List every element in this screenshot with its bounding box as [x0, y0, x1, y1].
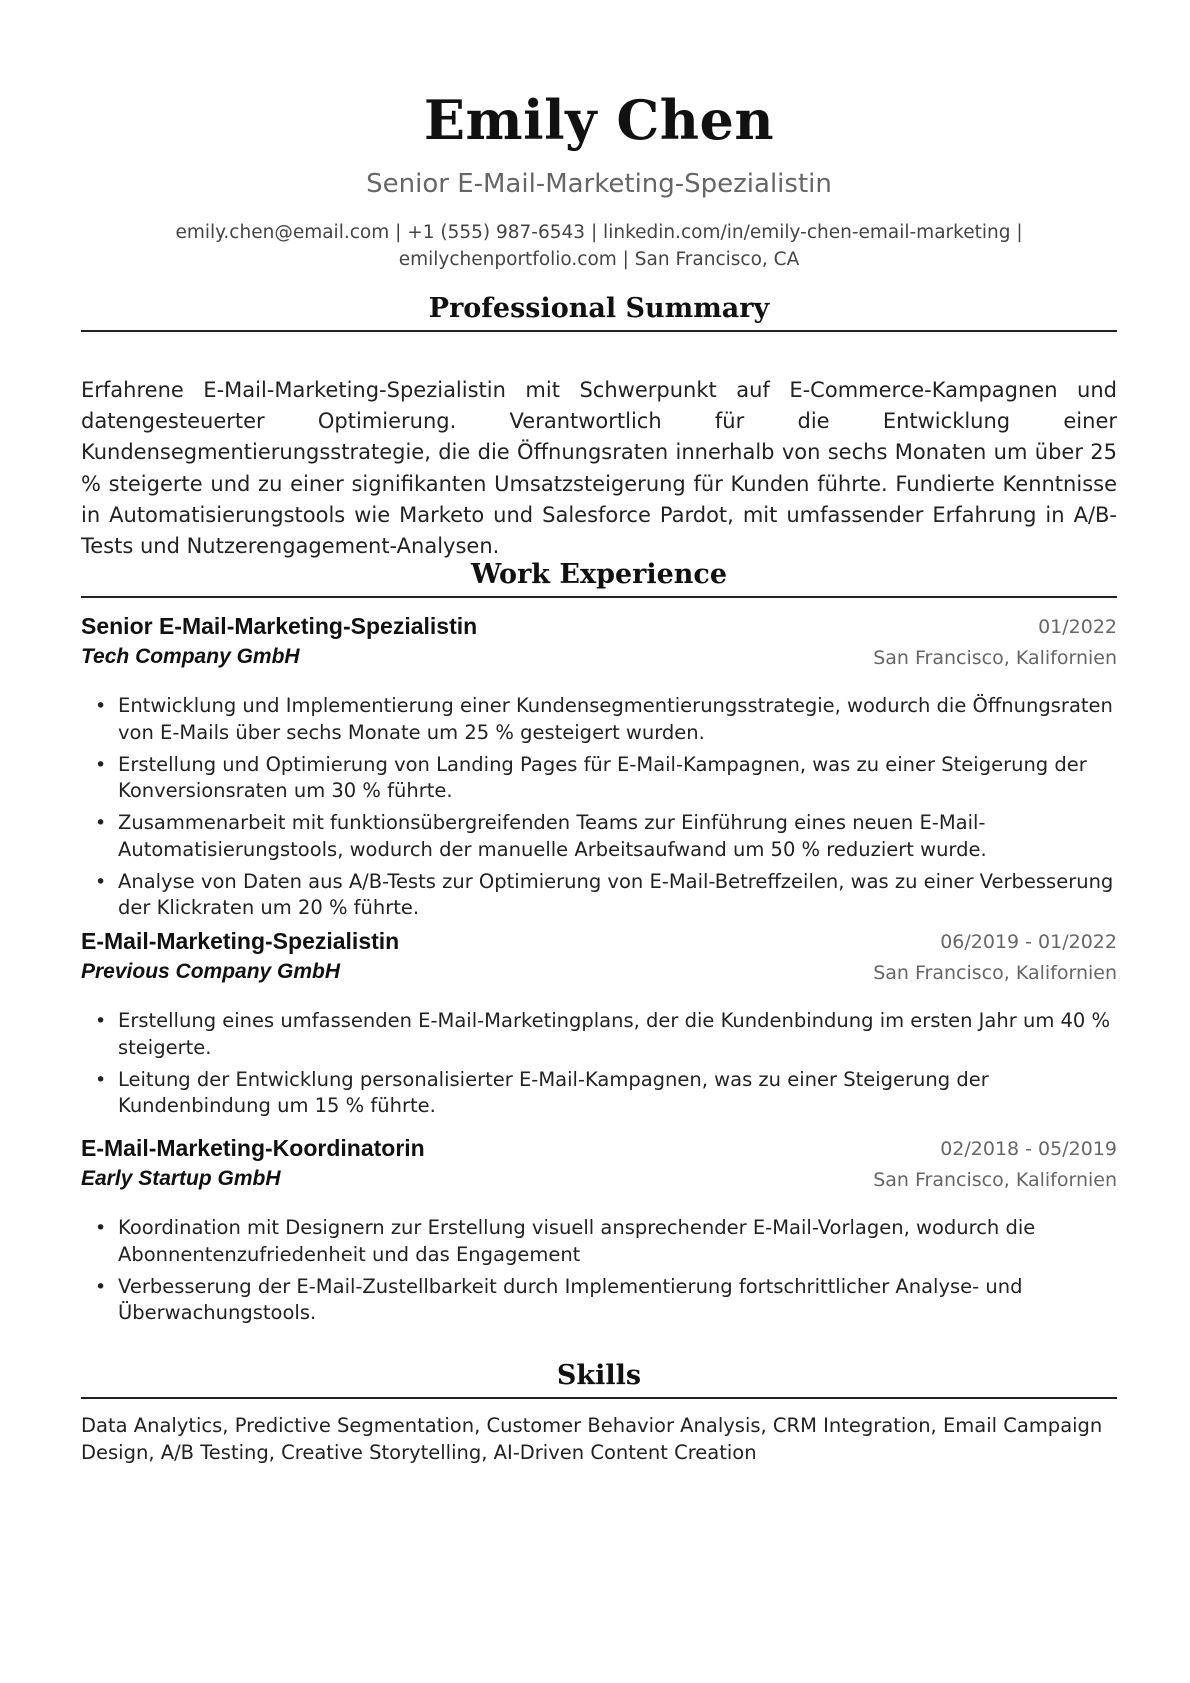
job-company: Previous Company GmbH — [81, 960, 341, 983]
job-entry — [81, 1133, 1117, 1332]
bullet-text: Verbesserung der E-Mail-Zustellbarkeit durch Implementierung fortschrittlicher Analyse- und Überwachungstools. — [118, 1274, 1023, 1324]
job-company: Early Startup GmbH — [81, 1167, 281, 1190]
job-location: San Francisco, Kalifornien — [873, 647, 1117, 669]
section-title-experience: Work Experience — [470, 559, 728, 590]
bullet-icon: • — [95, 1068, 107, 1091]
job-bullet-list — [81, 693, 1117, 922]
candidate-headline: Senior E-Mail-Marketing-Spezialistin — [366, 169, 832, 199]
bullet-text: Entwicklung und Implementierung einer Kundensegmentierungsstrategie, wodurch die Öffnungsraten von E-Mails über sechs Monate um 25 % gesteigert wurden. — [118, 694, 1113, 744]
bullet-text: Erstellung und Optimierung von Landing Pages für E-Mail-Kampagnen, was zu einer Steigerung der Konversionsraten um 30 % führte. — [118, 752, 1087, 802]
bullet-icon: • — [95, 1217, 107, 1239]
list-item — [81, 1274, 1117, 1327]
job-bullet-list — [81, 1215, 1117, 1327]
job-subheader-row — [81, 957, 1117, 988]
job-date: 06/2019 - 01/2022 — [940, 931, 1117, 953]
job-subheader-row — [81, 642, 1117, 673]
list-item — [81, 869, 1117, 922]
list-item — [81, 1008, 1117, 1061]
job-header-row — [81, 1133, 1117, 1164]
bullet-icon: • — [95, 1275, 107, 1298]
summary-text: Erfahrene E-Mail-Marketing-Spezialistin mit Schwerpunkt auf E-Commerce-Kampagnen und datengesteuerter Optimierung. Verantwortlich für die Entwicklung einer Kundensegmentierungsstrategie, die die Öffnungsraten innerhalb von sechs Monaten um über 25 % steigerte und zu einer signifikanten Umsatzsteigerung für Kunden führte. Fundierte Kenntnisse in Automatisierungstools wie Marketo und Salesforce Pardot, mit umfassender Erfahrung in A/B-Tests und Nutzerengagement-Analysen. — [81, 378, 1117, 559]
bullet-text: Leitung der Entwicklung personalisierter E-Mail-Kampagnen, was zu einer Steigerung der Kundenbindung um 15 % führte. — [118, 1067, 989, 1117]
job-title: E-Mail-Marketing-Spezialistin — [81, 928, 400, 954]
section-title-skills: Skills — [556, 1360, 642, 1391]
list-item — [81, 752, 1117, 805]
job-entry — [81, 611, 1117, 927]
section-divider — [81, 1397, 1117, 1399]
candidate-name: Emily Chen — [423, 88, 775, 152]
job-entry — [81, 926, 1117, 1125]
bullet-icon: • — [95, 870, 107, 893]
section-divider — [81, 596, 1117, 598]
bullet-text: Erstellung eines umfassenden E-Mail-Marketingplans, der die Kundenbindung im ersten Jahr um 40 % steigerte. — [118, 1009, 1111, 1059]
bullet-icon: • — [95, 812, 107, 834]
job-header-row — [81, 611, 1117, 642]
job-header-row — [81, 926, 1117, 957]
list-item — [81, 693, 1117, 746]
contact-line-1: emily.chen@email.com | +1 (555) 987-6543 | linkedin.com/in/emily-chen-email-marketing | — [175, 222, 1023, 243]
section-title-summary: Professional Summary — [428, 293, 770, 324]
job-location: San Francisco, Kalifornien — [873, 962, 1117, 984]
job-bullet-list — [81, 1008, 1117, 1120]
contact-line-2: emilychenportfolio.com | San Francisco, CA — [398, 249, 800, 270]
bullet-icon: • — [95, 1010, 107, 1032]
job-title: E-Mail-Marketing-Koordinatorin — [81, 1135, 425, 1161]
section-divider — [81, 330, 1117, 332]
contact-info — [81, 219, 1117, 273]
list-item — [81, 1067, 1117, 1120]
job-subheader-row — [81, 1164, 1117, 1195]
job-company: Tech Company GmbH — [81, 645, 300, 668]
skills-list: Data Analytics, Predictive Segmentation, Customer Behavior Analysis, CRM Integration, Email Campaign Design, A/B Testing, Creative Storytelling, AI-Driven Content Creation — [81, 1414, 1103, 1464]
job-location: San Francisco, Kalifornien — [873, 1169, 1117, 1191]
bullet-text: Analyse von Daten aus A/B-Tests zur Optimierung von E-Mail-Betreffzeilen, was zu einer Verbesserung der Klickraten um 20 % führte. — [118, 869, 1114, 919]
job-date: 01/2022 — [1038, 616, 1117, 638]
job-date: 02/2018 - 05/2019 — [940, 1138, 1117, 1160]
bullet-icon: • — [95, 753, 107, 776]
list-item — [81, 810, 1117, 863]
list-item — [81, 1215, 1117, 1268]
bullet-text: Koordination mit Designern zur Erstellung visuell ansprechender E-Mail-Vorlagen, wodurch die Abonnentenzufriedenheit und das Engagement — [118, 1216, 1036, 1266]
bullet-icon: • — [95, 695, 107, 717]
bullet-text: Zusammenarbeit mit funktionsübergreifenden Teams zur Einführung eines neuen E-Mail-Automatisierungstools, wodurch der manuelle Arbeitsaufwand um 50 % reduziert wurde. — [118, 811, 987, 861]
job-title: Senior E-Mail-Marketing-Spezialistin — [81, 613, 478, 639]
